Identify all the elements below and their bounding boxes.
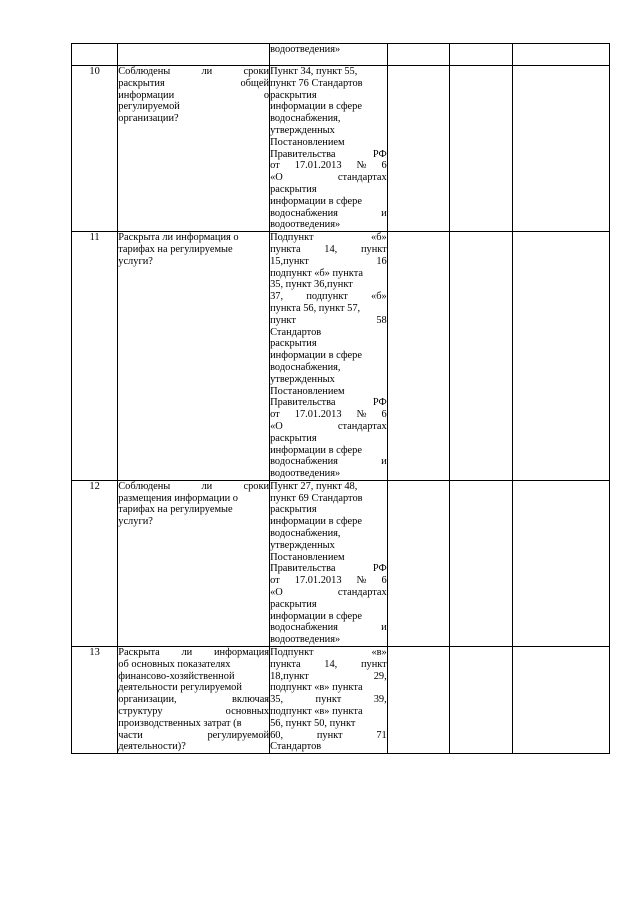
question-line: организации?	[118, 113, 179, 125]
reference-line: водоотведения»	[270, 219, 341, 231]
question-line	[118, 730, 269, 742]
reference-word: 17.01.2013	[294, 409, 342, 421]
question-line: регулируемой	[118, 101, 180, 113]
reference-word: №	[356, 160, 367, 172]
question-line	[118, 90, 269, 102]
reference-line: раскрытия	[270, 432, 317, 444]
table-row	[72, 480, 610, 646]
reference-word: 60,	[270, 729, 284, 741]
reference-line	[270, 397, 387, 409]
reference-line	[270, 160, 387, 172]
reference-word: от	[270, 575, 280, 587]
reference-line: водоотведения»	[270, 634, 341, 646]
reference-word: 14,	[324, 243, 338, 255]
reference-line: утвержденных	[270, 124, 335, 136]
reference-word: Правительства	[270, 148, 336, 160]
reference-line: пункт 76 Стандартов	[270, 77, 363, 89]
reference-line: раскрытия	[270, 504, 317, 516]
checklist-table	[71, 43, 610, 754]
reference-line: 35, пункт 36,пункт	[270, 279, 353, 291]
reference-word: 37,	[270, 291, 284, 303]
reference-line	[270, 730, 387, 742]
checklist-table-body	[72, 44, 610, 754]
answer-cell-2[interactable]	[450, 44, 513, 66]
legal-reference-cell	[270, 232, 388, 481]
question-cell	[118, 232, 270, 481]
reference-line: Стандартов	[270, 741, 322, 753]
reference-line	[270, 647, 387, 659]
legal-reference-cell	[270, 480, 388, 646]
answer-cell-3[interactable]	[513, 480, 610, 646]
question-cell	[118, 647, 270, 754]
question-word: сроки	[243, 66, 270, 77]
reference-word: водоснабжения	[270, 456, 338, 468]
question-cell	[118, 44, 270, 66]
reference-line: информации в сфере	[270, 350, 362, 362]
legal-reference-cell	[270, 647, 388, 754]
reference-word: 14,	[324, 658, 338, 670]
question-word: информации	[118, 89, 175, 101]
reference-word: «б»	[371, 291, 387, 303]
question-line	[118, 706, 269, 718]
reference-word: пункт	[270, 314, 296, 326]
reference-word: пункт	[315, 694, 342, 706]
reference-word: пункта	[270, 658, 301, 670]
question-line: деятельности регулируемой	[118, 682, 242, 694]
reference-word: 17.01.2013	[294, 575, 342, 587]
reference-word: 39,	[373, 694, 387, 706]
legal-reference-cell	[270, 66, 388, 232]
reference-word: Правительства	[270, 563, 336, 575]
reference-word: №	[356, 409, 367, 421]
question-word: ли	[181, 647, 193, 659]
question-word: ли	[201, 66, 213, 77]
reference-line: Стандартов	[270, 326, 322, 338]
question-line: услуги?	[118, 516, 153, 528]
reference-word: водоснабжения	[270, 207, 338, 219]
row-number: 13	[72, 647, 118, 754]
reference-line: утвержденных	[270, 373, 335, 385]
reference-word: «О	[270, 420, 283, 432]
reference-line	[270, 575, 387, 587]
answer-cell-2[interactable]	[450, 647, 513, 754]
answer-cell-1[interactable]	[387, 480, 449, 646]
reference-line	[270, 256, 387, 268]
reference-word: стандартах	[337, 172, 387, 184]
answer-cell-1[interactable]	[387, 232, 449, 481]
reference-line: информации в сфере	[270, 516, 362, 528]
reference-word: 15,пункт	[270, 255, 309, 267]
reference-word: стандартах	[337, 420, 387, 432]
reference-line: водоотведения»	[270, 44, 341, 55]
reference-line	[270, 149, 387, 161]
answer-cell-1[interactable]	[387, 66, 449, 232]
row-number: 10	[72, 66, 118, 232]
reference-line	[270, 244, 387, 256]
reference-line	[270, 622, 387, 634]
reference-word: 6	[381, 575, 387, 587]
question-word: Раскрыта	[118, 647, 160, 659]
question-word: структуру	[118, 706, 163, 718]
reference-line	[270, 172, 387, 184]
answer-cell-1[interactable]	[387, 647, 449, 754]
question-word: Соблюдены	[118, 480, 171, 492]
reference-word: 6	[381, 409, 387, 421]
reference-word: Подпункт	[270, 232, 314, 244]
question-word: общей	[240, 77, 270, 89]
reference-word: 29,	[373, 670, 387, 682]
question-line: Раскрыта ли информация о	[118, 232, 239, 244]
reference-word: «б»	[371, 232, 387, 244]
reference-line: Постановлением	[270, 136, 345, 148]
question-cell	[118, 480, 270, 646]
reference-word: и	[381, 622, 387, 634]
row-number	[72, 44, 118, 66]
reference-line: раскрытия	[270, 89, 317, 101]
reference-word: 71	[376, 729, 387, 741]
reference-line	[270, 291, 387, 303]
answer-cell-2[interactable]	[450, 66, 513, 232]
question-word: части	[118, 729, 143, 741]
legal-reference-cell	[270, 44, 388, 66]
question-word: ли	[201, 480, 213, 492]
reference-line	[270, 671, 387, 683]
reference-word: и	[381, 456, 387, 468]
table-row	[72, 232, 610, 481]
reference-line: Пункт 27, пункт 48,	[270, 480, 358, 492]
question-word: о	[263, 89, 270, 101]
answer-cell-1[interactable]	[387, 44, 449, 66]
question-word: сроки	[243, 480, 270, 492]
reference-line: пункт 69 Стандартов	[270, 492, 363, 504]
table-row	[72, 44, 610, 66]
question-line: тарифах на регулируемые	[118, 504, 233, 516]
reference-word: 6	[381, 160, 387, 172]
reference-line: водоотведения»	[270, 468, 341, 480]
reference-line: Постановлением	[270, 385, 345, 397]
reference-word: Подпункт	[270, 647, 314, 659]
reference-word: пункт	[360, 243, 387, 255]
reference-word: пункт	[360, 658, 387, 670]
reference-word: Правительства	[270, 397, 336, 409]
reference-word: 17.01.2013	[294, 160, 342, 172]
row-number: 12	[72, 480, 118, 646]
reference-word: 58	[376, 314, 387, 326]
reference-word: 35,	[270, 694, 284, 706]
reference-line	[270, 587, 387, 599]
answer-cell-2[interactable]	[450, 232, 513, 481]
question-line	[118, 78, 269, 90]
reference-line: Пункт 34, пункт 55,	[270, 66, 358, 77]
reference-line	[270, 409, 387, 421]
answer-cell-3[interactable]	[513, 232, 610, 481]
question-word: информация	[213, 647, 270, 659]
question-word: Соблюдены	[118, 66, 171, 77]
reference-word: «в»	[371, 647, 387, 659]
reference-line: раскрытия	[270, 598, 317, 610]
reference-line	[270, 659, 387, 671]
question-line	[118, 694, 269, 706]
question-word: раскрытия	[118, 77, 165, 89]
reference-word: пункта	[270, 243, 301, 255]
reference-line	[270, 456, 387, 468]
reference-line: информации в сфере	[270, 444, 362, 456]
reference-line: 56, пункт 50, пункт	[270, 717, 356, 729]
reference-line: Постановлением	[270, 551, 345, 563]
reference-word: и	[381, 207, 387, 219]
reference-word: РФ	[372, 397, 387, 409]
question-word: организации,	[118, 694, 177, 706]
reference-line	[270, 421, 387, 433]
question-cell	[118, 66, 270, 232]
reference-word: от	[270, 160, 280, 172]
reference-word: РФ	[372, 148, 387, 160]
reference-line: подпункт «в» пункта	[270, 682, 363, 694]
reference-word: 18,пункт	[270, 670, 309, 682]
question-line: услуги?	[118, 255, 153, 267]
table-row	[72, 66, 610, 232]
reference-word: «О	[270, 172, 283, 184]
table-row	[72, 647, 610, 754]
answer-cell-3[interactable]	[513, 44, 610, 66]
reference-line	[270, 315, 387, 327]
reference-word: подпункт	[306, 291, 348, 303]
question-line: производственных затрат (в	[118, 717, 242, 729]
question-line: деятельности)?	[118, 741, 186, 753]
reference-word: РФ	[372, 563, 387, 575]
reference-line: подпункт «в» пункта	[270, 706, 363, 718]
reference-line: информации в сфере	[270, 195, 362, 207]
question-line: финансово-хозяйственной	[118, 670, 235, 682]
question-word: регулируемой	[207, 729, 270, 741]
reference-line: водоснабжения,	[270, 113, 341, 125]
row-number: 11	[72, 232, 118, 481]
answer-cell-3[interactable]	[513, 66, 610, 232]
question-line: тарифах на регулируемые	[118, 243, 233, 255]
answer-cell-3[interactable]	[513, 647, 610, 754]
reference-word: №	[356, 575, 367, 587]
reference-line	[270, 694, 387, 706]
reference-word: водоснабжения	[270, 622, 338, 634]
reference-line: утвержденных	[270, 539, 335, 551]
reference-word: «О	[270, 587, 283, 599]
reference-word: пункт	[316, 729, 343, 741]
question-line	[118, 66, 269, 78]
reference-line: раскрытия	[270, 338, 317, 350]
reference-line	[270, 232, 387, 244]
question-word: основных	[225, 706, 270, 718]
reference-word: стандартах	[337, 587, 387, 599]
answer-cell-2[interactable]	[450, 480, 513, 646]
reference-line: информации в сфере	[270, 101, 362, 113]
question-line: размещения информации о	[118, 492, 238, 504]
question-line	[118, 481, 269, 493]
question-line	[118, 647, 269, 659]
reference-line	[270, 563, 387, 575]
reference-line: раскрытия	[270, 183, 317, 195]
reference-word: 16	[376, 255, 387, 267]
question-word: включая	[231, 694, 270, 706]
reference-word: от	[270, 409, 280, 421]
reference-line: пункта 56, пункт 57,	[270, 302, 361, 314]
question-line: об основных показателях	[118, 658, 231, 670]
reference-line: водоснабжения,	[270, 528, 341, 540]
reference-line: информации в сфере	[270, 610, 362, 622]
reference-line: водоснабжения,	[270, 361, 341, 373]
reference-line: подпункт «б» пункта	[270, 267, 363, 279]
reference-line	[270, 208, 387, 220]
